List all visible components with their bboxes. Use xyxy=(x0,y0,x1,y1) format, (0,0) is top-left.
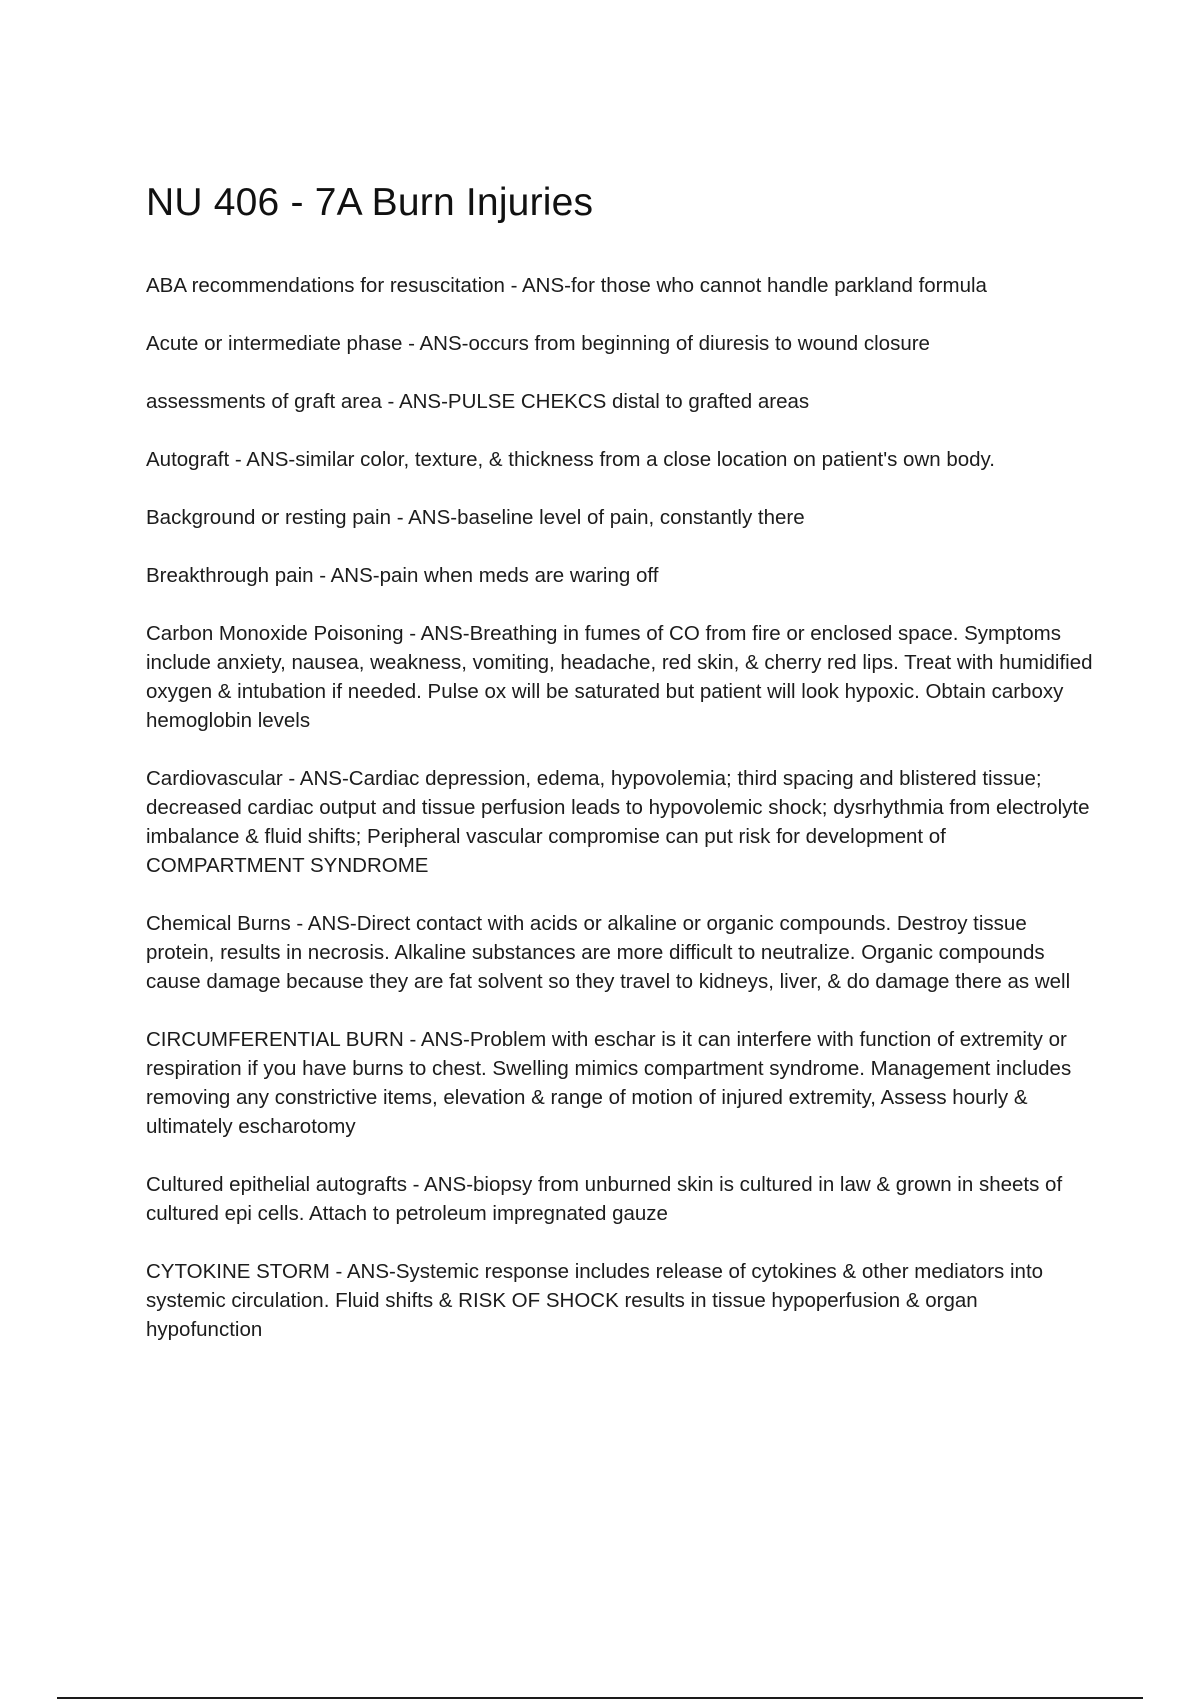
entry-carbon-monoxide: Carbon Monoxide Poisoning - ANS-Breathing in fumes of CO from fire or enclosed space. Symptoms include anxiety, nausea, weakness, vomiting, headache, red skin, & cherry red lips. Treat with humidified oxygen & intubation if needed. Pulse ox will be saturated but patient will look hypoxic. Obtain carboxy hemoglobin levels xyxy=(146,621,1093,732)
entry-circumferential-burn: CIRCUMFERENTIAL BURN - ANS-Problem with eschar is it can interfere with function of extremity or respiration if you have burns to chest. Swelling mimics compartment syndrome. Management includes removing any constrictive items, elevation & range of motion of injured extremity, Assess hourly & ultimately escharotomy xyxy=(146,1027,1072,1138)
entry-chemical-burns: Chemical Burns - ANS-Direct contact with acids or alkaline or organic compounds. Destroy tissue protein, results in necrosis. Alkaline substances are more difficult to neutralize. Organic compounds cause damage because they are fat solvent so they travel to kidneys, liver, & do damage there as well xyxy=(146,911,1071,993)
page-bottom-rule xyxy=(57,1697,1143,1699)
entry-cardiovascular: Cardiovascular - ANS-Cardiac depression, edema, hypovolemia; third spacing and blistered tissue; decreased cardiac output and tissue perfusion leads to hypovolemic shock; dysrhythmia from electrolyte imbalance & fluid shifts; Peripheral vascular compromise can put risk for development of COMPARTMENT SYNDROME xyxy=(146,766,1090,877)
entry-cultured-epithelial: Cultured epithelial autografts - ANS-biopsy from unburned skin is cultured in law & grown in sheets of cultured epi cells. Attach to petroleum impregnated gauze xyxy=(146,1172,1063,1225)
entry-cytokine-storm: CYTOKINE STORM - ANS-Systemic response includes release of cytokines & other mediators into systemic circulation. Fluid shifts & RISK OF SHOCK results in tissue hypoperfusion & organ hypofunction xyxy=(146,1259,1044,1341)
entry-graft-assessment: assessments of graft area - ANS-PULSE CHEKCS distal to grafted areas xyxy=(146,389,810,413)
entry-list xyxy=(146,271,1096,1344)
document-page xyxy=(146,180,1096,1373)
entry-breakthrough-pain: Breakthrough pain - ANS-pain when meds are waring off xyxy=(146,563,659,587)
document-title: NU 406 - 7A Burn Injuries xyxy=(146,181,594,224)
entry-aba-recommendations: ABA recommendations for resuscitation - ANS-for those who cannot handle parkland formula xyxy=(146,273,987,297)
entry-acute-phase: Acute or intermediate phase - ANS-occurs from beginning of diuresis to wound closure xyxy=(146,331,930,355)
entry-autograft: Autograft - ANS-similar color, texture, & thickness from a close location on patient's own body. xyxy=(146,447,995,471)
entry-background-pain: Background or resting pain - ANS-baseline level of pain, constantly there xyxy=(146,505,805,529)
